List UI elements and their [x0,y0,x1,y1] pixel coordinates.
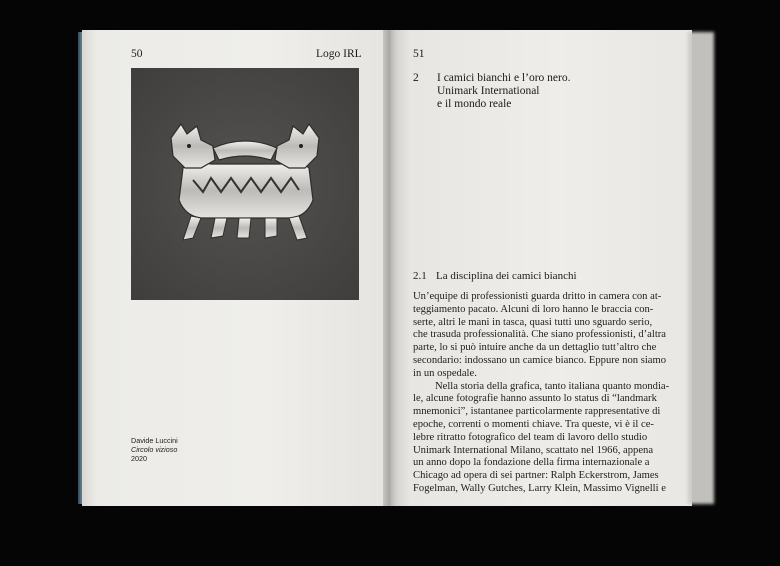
chapter-title-line: I camici bianchi e l’oro nero. [437,72,571,84]
body-line: Chicago ad opera di sei partner: Ralph Eckerstrom, James [413,470,659,482]
body-line: un anno dopo la fondazione della firma internazionale a [413,457,650,469]
section-number: 2.1 [413,270,427,282]
chapter-title [437,72,697,110]
image-credit [131,436,178,463]
running-title: Logo IRL [316,48,362,60]
chapter-number: 2 [413,72,419,84]
body-line: Unimark International Milano, scattato nel 1966, appena [413,444,654,456]
body-line: secondario: indossano un camice bianco. Eppure non siamo [413,354,667,366]
chapter-title-line: Unimark International [437,84,540,97]
credit-year: 2020 [131,454,147,463]
body-line: parte, lo si può intuire anche da un dettaglio tutt’altro che [413,342,657,354]
body-line: epoche, correnti o momenti chiave. Tra queste, vi è il ce- [413,418,654,430]
body-line: lebre ritratto fotografico del team di lavoro dello studio [413,431,648,443]
body-line: Nella storia della grafica, tanto italiana quanto mondia- [435,380,670,392]
body-line: Fogelman, Wally Gutches, Larry Klein, Massimo Vignelli e [413,482,666,494]
book-gutter [383,30,397,506]
right-page-number: 51 [413,48,425,60]
credit-title: Circolo vizioso [131,445,178,454]
credit-author: Davide Luccini [131,436,178,445]
body-line: che trasuda professionalità. Che siano professionisti, d’altra [413,329,667,341]
body-line: teggiamento pacato. Alcuni di loro hanno le braccia con- [413,303,654,315]
body-line: Un’equipe di professionisti guarda dritto in camera con at- [413,291,662,302]
chapter-title-line: e il mondo reale [437,97,512,110]
section-title: La disciplina dei camici bianchi [436,270,577,282]
body-line: mnemonici”, istantanee particolarmente rappresentative di [413,406,661,418]
body-line: serte, altri le mani in tasca, quasi tutti uno sguardo serio, [413,316,653,328]
left-page-number: 50 [131,48,143,60]
body-line: in un ospedale. [413,367,477,379]
plate-image [131,68,359,300]
body-line: le, alcune fotografie hanno assunto lo status di “landmark [413,393,657,405]
body-text [413,291,689,496]
two-headed-wolf-icon [131,68,359,300]
